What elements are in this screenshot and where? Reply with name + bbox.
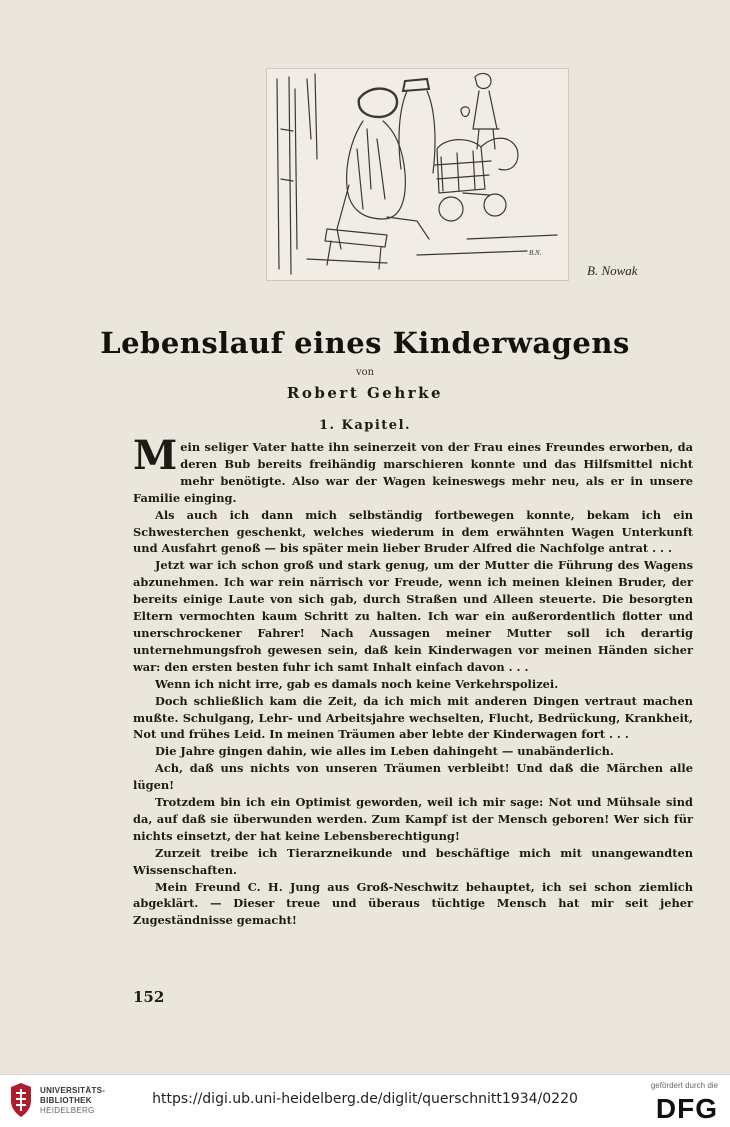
paragraph-7: Ach, daß uns nichts von unseren Träumen verbleibt! Und daß die Märchen alle lügen! [133, 761, 693, 793]
byline-von: von [355, 367, 375, 378]
viewer-footer [0, 1074, 730, 1127]
article-body [133, 432, 693, 929]
chapter-heading: 1. Kapitel. [318, 418, 412, 433]
sketch-signature: B.N. [529, 249, 542, 257]
illustration-credit: B. Nowak [587, 263, 638, 278]
dfg-logo[interactable]: DFG [655, 1093, 718, 1124]
paragraph-9: Zurzeit treibe ich Tierarzneikunde und beschäftige mich mit unangewandten Wissenschaften. [133, 845, 693, 877]
paragraph-10: Mein Freund C. H. Jung aus Groß-Neschwitz behauptet, ich sei schon ziemlich abgeklärt. — Dieser treue und überaus tüchtige Mensch hat mir seit jeher Zugeständnisse gemacht! [133, 879, 693, 928]
paragraph-1: Mein seliger Vater hatte ihn seinerzeit von der Frau eines Freundes erworben, da deren Bub bereits freihändig marschieren konnte und das Hilfsmittel nicht mehr benötigte. Also war der Wagen keineswegs mehr neu, als er in unsere Familie einging. [133, 432, 693, 505]
paragraph-6: Die Jahre gingen dahin, wie alles im Leben dahingeht — unabänderlich. [155, 744, 614, 759]
permalink-url[interactable]: https://digi.ub.uni-heidelberg.de/diglit/querschnitt1934/0220 [152, 1091, 578, 1107]
paragraph-3: Jetzt war ich schon groß und stark genug, um der Mutter die Führung des Wagens abzunehmen. Ich war rein närrisch vor Freude, wenn ich meinen kleinen Bruder, der bereits einige Laute von sich gab, durch Straßen und Alleen steuerte. Die besorgten Eltern vermochten kaum Schritt zu halten. Ich war ein außerordentlich flotter und unerschrockener Fahrer! Nach Aussagen meiner Mutter soll ich derartig unternehmungsfroh gewesen sein, daß kein Kinderwagen vor meinen Händen sicher war: den ersten besten fuhr ich samt Inhalt einfach davon . . . [133, 558, 693, 674]
paragraph-2: Als auch ich dann mich selbständig fortbewegen konnte, bekam ich ein Schwesterchen geschenkt, welches wiederum in dem erwähnten Wagen Unterkunft und Ausfahrt genoß — bis später mein lieber Bruder Alfred die Nachfolge antrat . . . [133, 507, 693, 556]
paragraph-8: Trotzdem bin ich ein Optimist geworden, weil ich mir sage: Not und Mühsale sind da, auf daß sie überwunden werden. Zum Kampf ist der Mensch geboren! Wer sich für nichts einsetzt, der hat keine Lebensberechtigung! [133, 795, 693, 843]
author-name: Robert Gehrke [286, 384, 444, 402]
article-title: Lebenslauf eines Kinderwagens [100, 326, 630, 360]
drop-cap: M [133, 432, 178, 479]
university-library-name[interactable]: UNIVERSITÄTS- BIBLIOTHEK HEIDELBERG [40, 1086, 106, 1115]
paragraph-4: Wenn ich nicht irre, gab es damals noch keine Verkehrspolizei. [155, 676, 559, 691]
pencil-sketch [267, 69, 568, 280]
paragraph-5: Doch schließlich kam die Zeit, da ich mich mit anderen Dingen vertraut machen mußte. Schulgang, Lehr- und Arbeitsjahre wechselten, Flucht, Bedrückung, Krankheit, Not und frühes Leid. In meinen Träumen aber lebte der Kinderwagen fort . . . [133, 693, 693, 742]
page-number: 152 [133, 988, 165, 1006]
sketch-illustration [266, 68, 569, 281]
funded-by-label: gefördert durch die [650, 1081, 718, 1090]
